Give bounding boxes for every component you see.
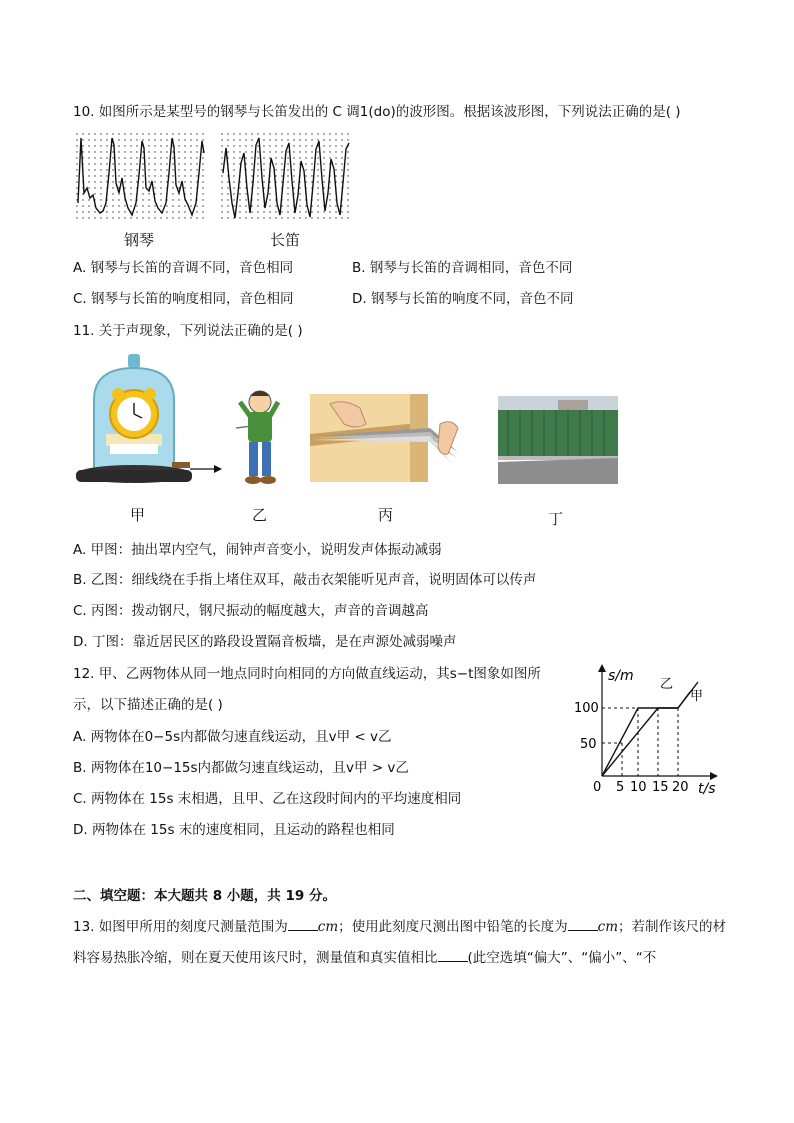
y-axis-label: s/m bbox=[608, 668, 634, 684]
q12-option-d: D. 两物体在 15s 末的速度相同，且运动的路程也相同 bbox=[73, 822, 395, 838]
q11-option-b: B. 乙图：细线绕在手指上堵住双耳，敲击衣架能听见声音，说明固体可以传声 bbox=[73, 572, 537, 588]
noise-barrier-image bbox=[498, 396, 618, 484]
x-axis-label: t/s bbox=[698, 781, 716, 797]
q10-option-a: A. 钢琴与长笛的音调不同，音色相同 bbox=[73, 260, 294, 276]
q12-stem-line2: 示，以下描述正确的是( ) bbox=[73, 697, 223, 713]
q13-line1-c: ；若制作该尺的材 bbox=[618, 919, 727, 935]
y-axis-arrow bbox=[598, 664, 606, 672]
st-graph bbox=[572, 660, 724, 800]
q11-option-a: A. 甲图：抽出罩内空气，闹钟声音变小，说明发声体振动减弱 bbox=[73, 542, 442, 558]
q13-line2-b: (此空选填“偏大”、“偏小”、“不 bbox=[467, 950, 657, 966]
label-jia: 甲 bbox=[130, 506, 146, 524]
label-ding: 丁 bbox=[548, 510, 564, 528]
q13-line2 bbox=[73, 947, 656, 967]
boy-hanger-image bbox=[228, 388, 290, 488]
q13-blank2[interactable] bbox=[568, 916, 598, 931]
q12-option-c: C. 两物体在 15s 末相遇，且甲、乙在这段时间内的平均速度相同 bbox=[73, 791, 462, 807]
q13-line2-a: 料容易热胀冷缩，则在夏天使用该尺时，测量值和真实值相比 bbox=[73, 950, 438, 966]
q10-option-b: B. 钢琴与长笛的音调相同，音色不同 bbox=[352, 260, 573, 276]
bell-jar-alarm-clock-image bbox=[72, 352, 222, 492]
q11-option-d: D. 丁图：靠近居民区的路段设置隔音板墙，是在声源处减弱噪声 bbox=[73, 634, 457, 650]
y-tick-50: 50 bbox=[580, 737, 597, 752]
piano-waveform-figure bbox=[76, 133, 206, 223]
q13-line1 bbox=[73, 916, 726, 936]
label-bing: 丙 bbox=[378, 506, 394, 524]
q11-option-c: C. 丙图：拨动钢尺，钢尺振动的幅度越大，声音的音调越高 bbox=[73, 603, 429, 619]
x-tick-15: 15 bbox=[652, 780, 669, 795]
q10-stem: 10. 如图所示是某型号的钢琴与长笛发出的 C 调1(do)的波形图。根据该波形图，下列说法正确的是( ) bbox=[73, 104, 681, 120]
q11-stem: 11. 关于声现象，下列说法正确的是( ) bbox=[73, 323, 303, 339]
q12-option-b: B. 两物体在10−15s内都做匀速直线运动，且v甲 > v乙 bbox=[73, 760, 409, 776]
q13-blank3[interactable] bbox=[438, 947, 468, 962]
x-tick-0: 0 bbox=[593, 780, 602, 795]
x-tick-10: 10 bbox=[630, 780, 647, 795]
line-yi bbox=[602, 682, 698, 776]
section2-title: 二、填空题：本大题共 8 小题，共 19 分。 bbox=[73, 888, 336, 904]
q12-stem-line1: 12. 甲、乙两物体从同一地点同时向相同的方向做直线运动，其s−t图象如图所 bbox=[73, 666, 541, 682]
ruler-plucking-image bbox=[310, 394, 462, 486]
q10-option-d: D. 钢琴与长笛的响度不同，音色不同 bbox=[352, 291, 574, 307]
q13-blank1[interactable] bbox=[288, 916, 318, 931]
x-tick-20: 20 bbox=[672, 780, 689, 795]
q10-option-c: C. 钢琴与长笛的响度相同，音色相同 bbox=[73, 291, 294, 307]
y-tick-100: 100 bbox=[574, 701, 599, 716]
caption-piano: 钢琴 bbox=[124, 231, 155, 249]
q13-line1-a: 13. 如图甲所用的刻度尺测量范围为 bbox=[73, 919, 288, 935]
label-yi-line: 乙 bbox=[660, 677, 674, 692]
caption-flute: 长笛 bbox=[270, 231, 301, 249]
label-yi: 乙 bbox=[252, 506, 268, 524]
flute-waveform-figure bbox=[221, 133, 351, 223]
x-tick-5: 5 bbox=[616, 780, 625, 795]
q13-unit2: cm bbox=[597, 919, 619, 935]
q13-unit1: cm bbox=[317, 919, 339, 935]
line-jia bbox=[602, 692, 690, 776]
q12-option-a: A. 两物体在0−5s内都做匀速直线运动，且v甲 < v乙 bbox=[73, 729, 392, 745]
x-axis-arrow bbox=[710, 772, 718, 780]
q13-line1-b: ；使用此刻度尺测出图中铅笔的长度为 bbox=[338, 919, 568, 935]
label-jia-line: 甲 bbox=[690, 689, 704, 704]
